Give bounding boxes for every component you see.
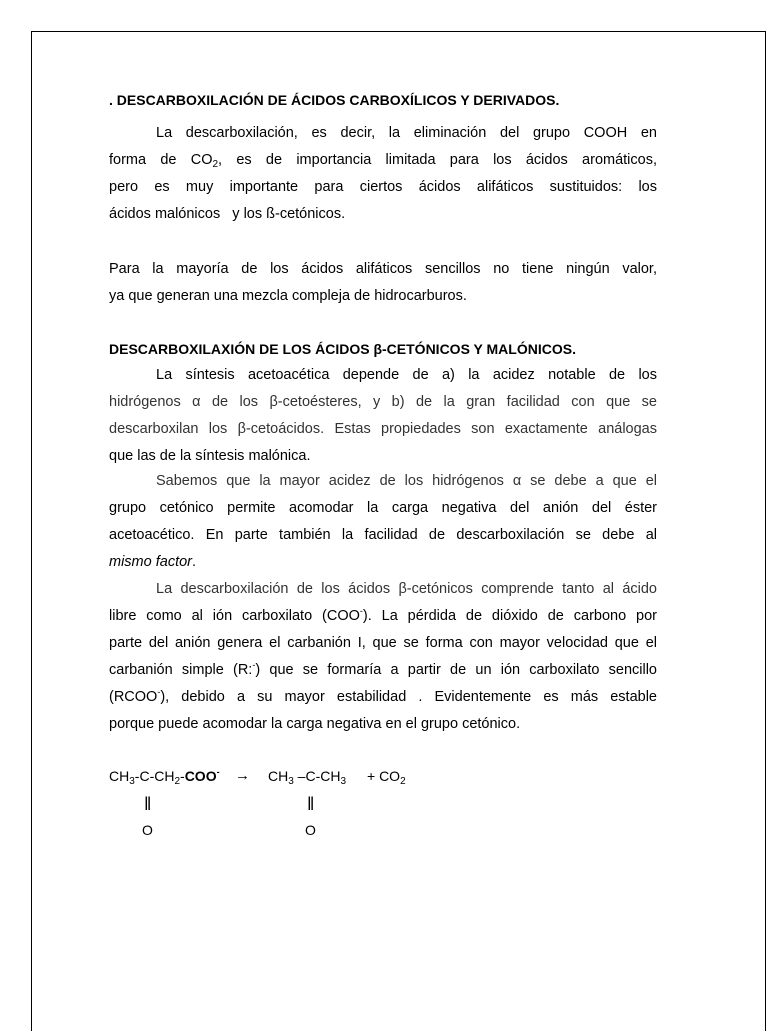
paragraph-intro <box>109 120 657 228</box>
oxygen-reactant: O <box>142 822 153 838</box>
oxygen-product: O <box>305 822 316 838</box>
text-line: La descarboxilación de los ácidos β-cetónicos comprende tanto al ácido <box>156 581 657 597</box>
paragraph-acetoacetic <box>109 362 657 470</box>
text-line: porque puede acomodar la carga negativa en el grupo cetónico. <box>109 716 521 732</box>
text-line: acetoacético. En parte también la facilidad de descarboxilación se debe al <box>109 527 657 543</box>
text-line: pero es muy importante para ciertos ácidos alifáticos sustituidos: los <box>109 179 657 195</box>
text-line: (RCOO-), debido a su mayor estabilidad . Evidentemente es más estable <box>109 687 657 705</box>
text-line: Sabemos que la mayor acidez de los hidrógenos α se debe a que el <box>156 473 657 489</box>
paragraph-carboxylate <box>109 576 657 738</box>
text-line: forma de $CO_2$, es de importancia limitada para los ácidos aromáticos, <box>109 152 657 170</box>
text-line: que las de la síntesis malónica. <box>109 448 311 464</box>
text-line: libre como al ión carboxilato (COO-). La pérdida de dióxido de carbono por <box>109 606 657 624</box>
reactant-formula: $CH_3-C-CH_2-COO^-$ <box>109 767 220 787</box>
text-line: ácidos malónicos y los ß-cetónicos. <box>109 206 346 222</box>
co2-formula: + $CO_2$ <box>367 768 406 787</box>
section-title-decarboxylation: . DESCARBOXILACIÓN DE ÁCIDOS CARBOXÍLICOS Y DERIVADOS. <box>109 92 560 108</box>
text-line: grupo cetónico permite acomodar la carga negativa del anión del éster <box>109 500 657 516</box>
section-title-beta-ketonic: DESCARBOXILAXIÓN DE LOS ÁCIDOS β-CETÓNICOS Y MALÓNICOS. <box>109 341 576 357</box>
paragraph-acidity <box>109 468 657 576</box>
text-line: La descarboxilación, es decir, la eliminación del grupo COOH en <box>156 125 657 141</box>
double-bond-product: ‖ <box>307 794 315 814</box>
text-line: parte del anión genera el carbanión I, que se forma con mayor velocidad que el <box>109 635 657 651</box>
text-line: hidrógenos α de los β-cetoésteres, y b) de la gran facilidad con que se <box>109 394 657 410</box>
text-line: La síntesis acetoacética depende de a) la acidez notable de los <box>156 367 657 383</box>
text-line: mismo factor. <box>109 554 197 570</box>
reaction-arrow: → <box>235 767 250 784</box>
text-line: descarboxilan los β-cetoácidos. Estas propiedades son exactamente análogas <box>109 421 657 437</box>
paragraph-aliphatic <box>109 256 657 310</box>
text-line: ya que generan una mezcla compleja de hidrocarburos. <box>109 288 467 304</box>
product-formula: $CH_3$ $-C-CH_3$ <box>268 768 347 787</box>
text-line: carbanión simple (R:-) que se formaría a partir de un ión carboxilato sencillo <box>109 660 657 678</box>
double-bond-reactant: ‖ <box>144 794 152 814</box>
text-line: Para la mayoría de los ácidos alifáticos sencillos no tiene ningún valor, <box>109 261 657 277</box>
